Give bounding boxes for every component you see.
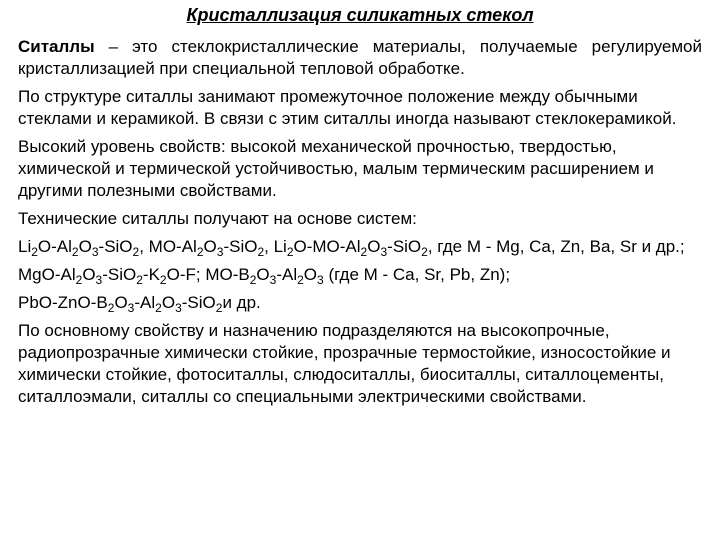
paragraph-properties: Высокий уровень свойств: высокой механической прочностью, твердостью, химической и термической устойчивостью, малым термическим расширением и другими полезными свойствами. [18, 137, 654, 200]
term-sitally: Ситаллы [18, 37, 95, 56]
definition-text: – это стеклокристаллические материалы, получаемые регулируемой кристаллизацией при специальной тепловой обработке. [18, 37, 702, 78]
paragraph-definition [18, 36, 702, 80]
paragraph-structure: По структуре ситаллы занимают промежуточное положение между обычными стеклами и керамикой. В связи с этим ситаллы иногда называют стеклокерамикой. [18, 87, 677, 128]
paragraph-systems-intro: Технические ситаллы получают на основе систем: [18, 209, 417, 228]
paragraph-formula-line-1: $Li_2O-Al_2O_3-SiO_2$, $MO-Al_2O_3-SiO_2$, $Li_2O-MO-Al_2O_3-SiO_2$, где M - Mg, Ca, Zn, Ba, Sr и др.; [18, 237, 685, 259]
paragraph-classification: По основному свойству и назначению подразделяются на высокопрочные, радиопрозрачные химически стойкие, прозрачные термостойкие, износостойкие и химически стойкие, фотоситаллы, слюдоситаллы, биоситаллы, ситаллоцементы, ситаллоэмали, ситаллы со специальными электрическими свойствами. [18, 321, 671, 406]
slide-title: Кристаллизация силикатных стекол [186, 5, 534, 25]
slide-body [18, 36, 702, 414]
paragraph-formula-line-3: PbO-$ZnO-B_2O_3-Al_2O_3-SiO_2и$ др. [18, 293, 261, 315]
paragraph-formula-line-2: MgO-$Al_2O_3-SiO_2-K_2O-F$; $MO-B_2O_3-Al_2O_3$ (где M - Ca, Sr, Pb, Zn); [18, 265, 511, 287]
